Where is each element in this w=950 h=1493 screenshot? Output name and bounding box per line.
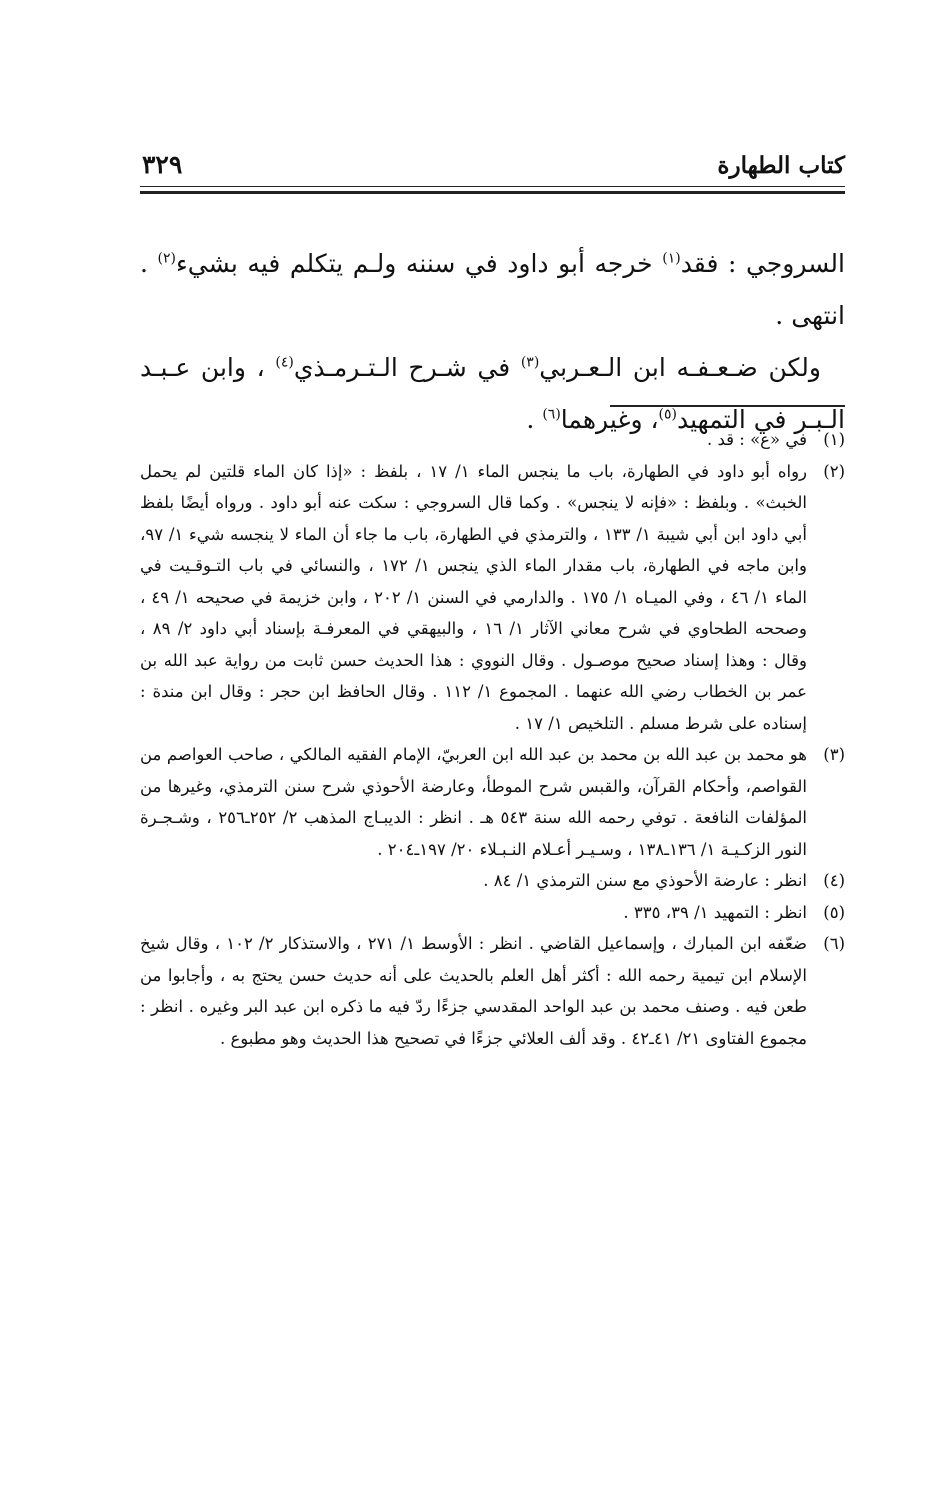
header-rule-thick: [140, 191, 845, 194]
text-run: في شـرح الـتـرمـذي: [293, 353, 521, 382]
footnote-ref-4: (٤): [275, 354, 294, 371]
main-text: [140, 238, 845, 446]
header-rule-thin: [140, 186, 845, 187]
footnote-text: في «ع» : قد .: [706, 430, 807, 449]
footnote-text: انظر : التمهيد ١/ ٣٩، ٣٣٥ .: [623, 902, 807, 922]
text-run: السروجي : فقد: [680, 249, 845, 278]
footnote-number: (٤): [823, 871, 845, 890]
footnote-ref-5: (٥): [658, 406, 678, 423]
text-run: ، وابن عـبـد الـبـر في التمهيد: [140, 353, 845, 434]
footnote-ref-6: (٦): [542, 406, 561, 423]
footnote-number: (٣): [823, 745, 845, 764]
footnote-6: [140, 928, 845, 1054]
footnote-number: (٥): [823, 902, 845, 922]
footnote-text: ضعّفه ابن المبارك ، وإسماعيل القاضي . انظر : الأوسط ١/ ٢٧١ ، والاستذكار ٢/ ١٠٢ ، وقال شيخ الإسلام ابن تيمية رحمه الله : أكثر أهل العلم بالحديث على أنه حديث حسن يحتج به ، وأجابوا من طعن فيه . وصنف محمد بن عبد الواحد المقدسي جزءًا ردّ فيه ما ذكره ابن عبد البر وغيره . انظر : مجموع الفتاوى ٢١/ ٤١ـ٤٢ . وقد ألف العلائي جزءًا في تصحيح هذا الحديث وهو مطبوع .: [140, 934, 807, 1048]
footnote-text: رواه أبو داود في الطهارة، باب ما ينجس الماء ١/ ١٧ ، بلفظ : «إذا كان الماء قلتين لم يحمل الخبث» . وبلفظ : «فإنه لا ينجس» . وكما قال السروجي : سكت عنه أبو داود . ورواه أيضًا بلفظ أبي داود ابن أبي شيبة ١/ ١٣٣ ، والترمذي في الطهارة، باب ما جاء أن الماء لا ينجسه شيء ١/ ٩٧، وابن ماجه في الطهارة، باب مقدار الماء الذي ينجس ١/ ١٧٢ ، والنسائي في باب التـوقـيت في الماء ١/ ٤٦ ، وفي الميـاه ١/ ١٧٥ . والدارمي في السنن ١/ ٢٠٢ ، وابن خزيمة في صحيحه ١/ ٤٩ ، وصححه الطحاوي في شرح معاني الآثار ١/ ١٦ ، والبيهقي في المعرفـة بإسناد أبي داود ٢/ ٨٩ ، وقال : وهذا إسناد صحيح موصـول . وقال النووي : هذا الحديث حسن ثابت من رواية عبد الله بن عمر بن الخطاب رضي الله عنهما . المجموع ١/ ١١٢ . وقال الحافظ ابن حجر : وقال ابن مندة : إسناده على شرط مسلم . التلخيص ١/ ١٧ .: [140, 461, 808, 733]
footnote-text: هو محمد بن عبد الله بن محمد بن عبد الله ابن العربيّ، الإمام الفقيه المالكي ، صاحب العواصم من القواصم، وأحكام القرآن، والقبس شرح الموطأ، وعارضة الأحوذي شرح سنن الترمذي، وغيرها من المؤلفات النافعة . توفي رحمه الله سنة ٥٤٣ هـ . انظر : الديبـاج المذهب ٢/ ٢٥٢ـ٢٥٦ ، وشـجـرة النور الزكـيـة ١/ ١٣٦ـ١٣٨ ، وسـيـر أعـلام النـبـلاء ٢٠/ ١٩٧ـ٢٠٤ .: [140, 745, 807, 859]
footnote-ref-1: (١): [662, 250, 681, 267]
running-header-title: كتاب الطهارة: [717, 152, 845, 179]
footnote-ref-3: (٣): [520, 354, 540, 371]
footnote-5: [140, 897, 845, 929]
footnote-1: [140, 424, 845, 456]
footnote-4: [140, 865, 845, 897]
text-run: . انتهى .: [140, 249, 845, 330]
text-run: ، وغيرهما: [560, 405, 659, 434]
page-number: ٣٢٩: [142, 150, 183, 179]
text-run: ولكن ضـعـفـه ابن الـعـربي: [539, 353, 821, 382]
footnote-number: (٢): [823, 461, 845, 481]
text-run: .: [526, 405, 543, 434]
footnotes: [140, 424, 845, 1054]
footnote-2: [140, 456, 845, 740]
footnote-text: انظر : عارضة الأحوذي مع سنن الترمذي ١/ ٨٤ .: [483, 871, 807, 890]
footnote-ref-2: (٢): [157, 250, 176, 267]
footnote-number: (٦): [823, 934, 845, 953]
text-run: خرجه أبو داود في سننه ولـم يتكلم فيه بشيء: [176, 249, 663, 278]
footnote-3: [140, 739, 845, 865]
footnote-number: (١): [823, 430, 845, 449]
footnote-separator: [610, 405, 845, 407]
paragraph-1: [140, 238, 845, 342]
